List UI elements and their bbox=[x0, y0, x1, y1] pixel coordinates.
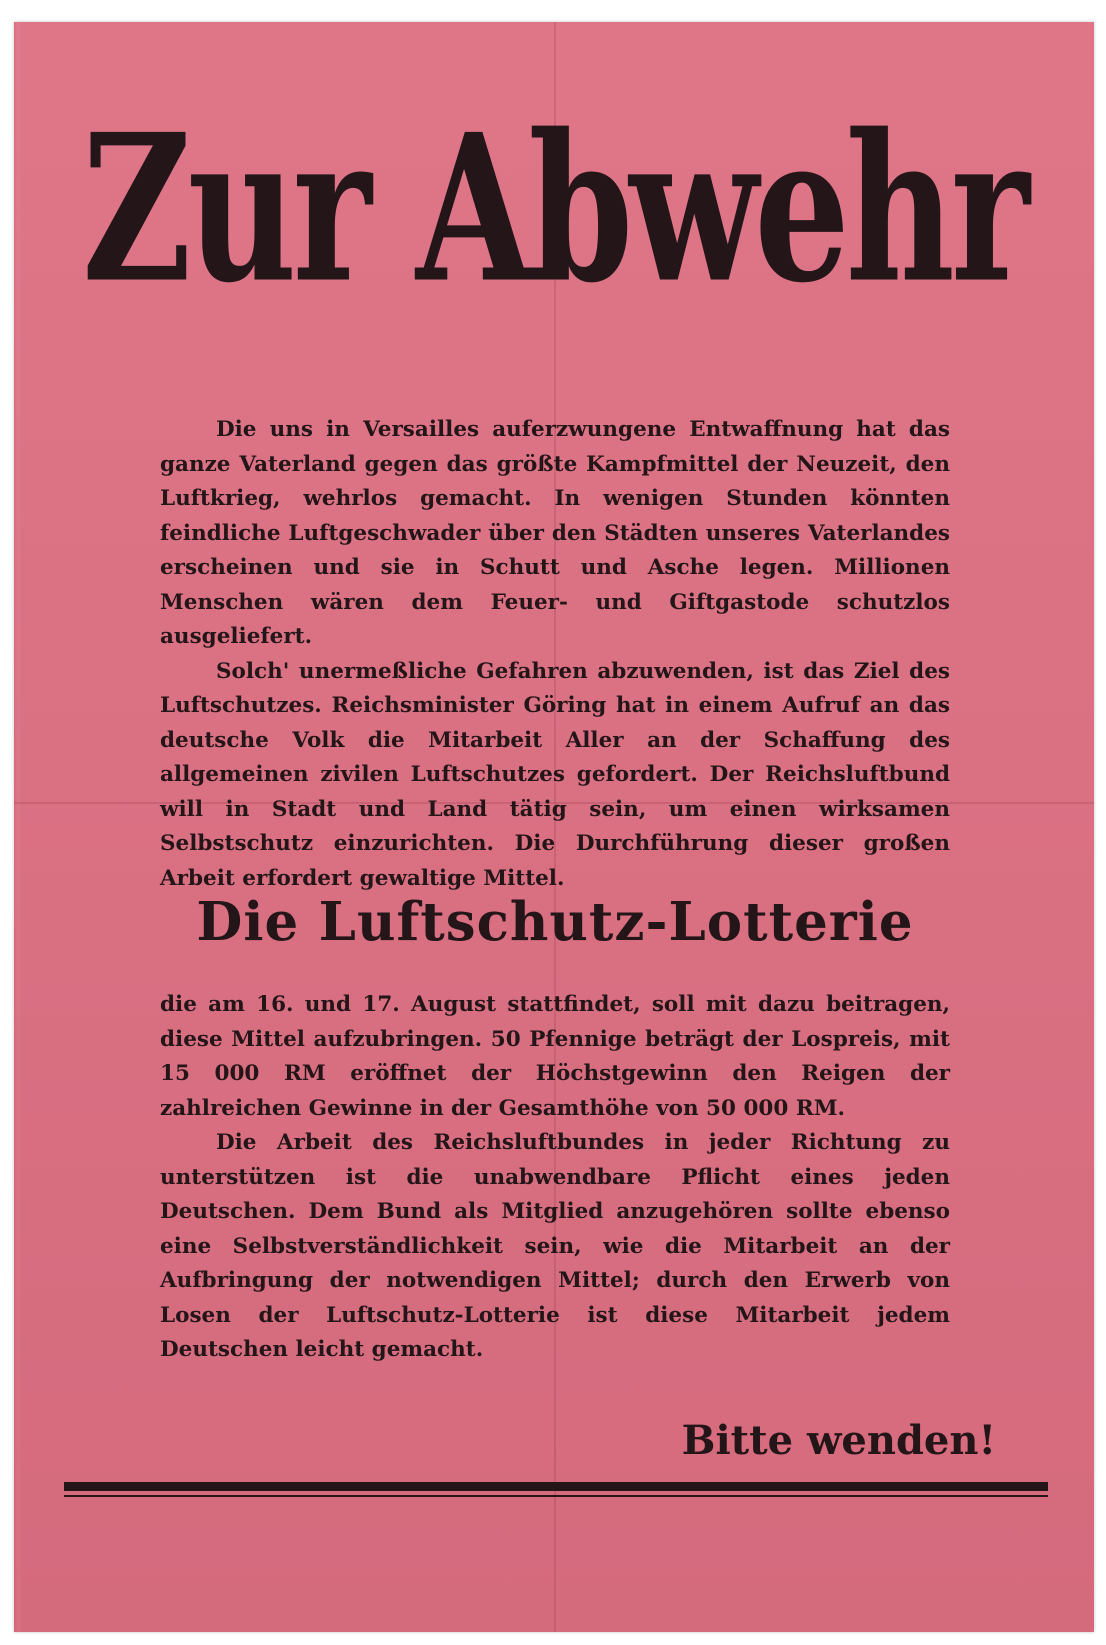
lottery-paragraph-1: die am 16. und 17. August stattfindet, soll mit dazu beitragen, diese Mittel aufzubringen. 50 Pfennige beträgt der Lospreis, mit 15 000 RM eröffnet der Höchstgewinn den Reigen der zahlreichen Gewinne in der Gesamthöhe von 50 000 RM. bbox=[160, 992, 950, 1121]
lottery-paragraph-2: Die Arbeit des Reichsluftbundes in jeder Richtung zu unterstützen ist die unabwendbare Pflicht eines jeden Deutschen. Dem Bund als Mitglied anzugehören sollte ebenso eine Selbstverständlichkeit sein, wie die Mitarbeit an der Aufbringung der notwendigen Mittel; durch den Erwerb von Losen der Luftschutz-Lotterie ist diese Mitarbeit jedem Deutschen leicht gemacht. bbox=[160, 1130, 950, 1362]
poster-title: Zur Abwehr bbox=[82, 90, 1026, 329]
intro-text-block bbox=[160, 413, 950, 896]
intro-paragraph-1: Die uns in Versailles auferzwungene Entwaffnung hat das ganze Vaterland gegen das größte Kampfmittel der Neuzeit, den Luftkrieg, wehrlos gemacht. In wenigen Stunden könnten feindliche Luftgeschwader über den Städten unseres Vaterlandes erscheinen und sie in Schutt und Asche legen. Millionen Menschen wären dem Feuer- und Giftgastode schutzlos ausgeliefert. bbox=[160, 417, 950, 649]
poster-sheet bbox=[14, 22, 1094, 1632]
intro-paragraph-2: Solch' unermeßliche Gefahren abzuwenden, ist das Ziel des Luftschutzes. Reichsminister Göring hat in einem Aufruf an das deutsche Volk die Mitarbeit Aller an der Schaffung des allgemeinen zivilen Luftschutzes gefordert. Der Reichsluftbund will in Stadt und Land tätig sein, um einen wirksamen Selbstschutz einzurichten. Die Durchführung dieser großen Arbeit erfordert gewaltige Mittel. bbox=[160, 658, 950, 891]
bottom-rule-thick bbox=[64, 1482, 1048, 1491]
lottery-heading: Die Luftschutz-Lotterie bbox=[196, 891, 914, 953]
lottery-text-block bbox=[160, 988, 950, 1368]
turn-over-note: Bitte wenden! bbox=[681, 1417, 996, 1464]
bottom-rule-thin bbox=[64, 1495, 1048, 1497]
